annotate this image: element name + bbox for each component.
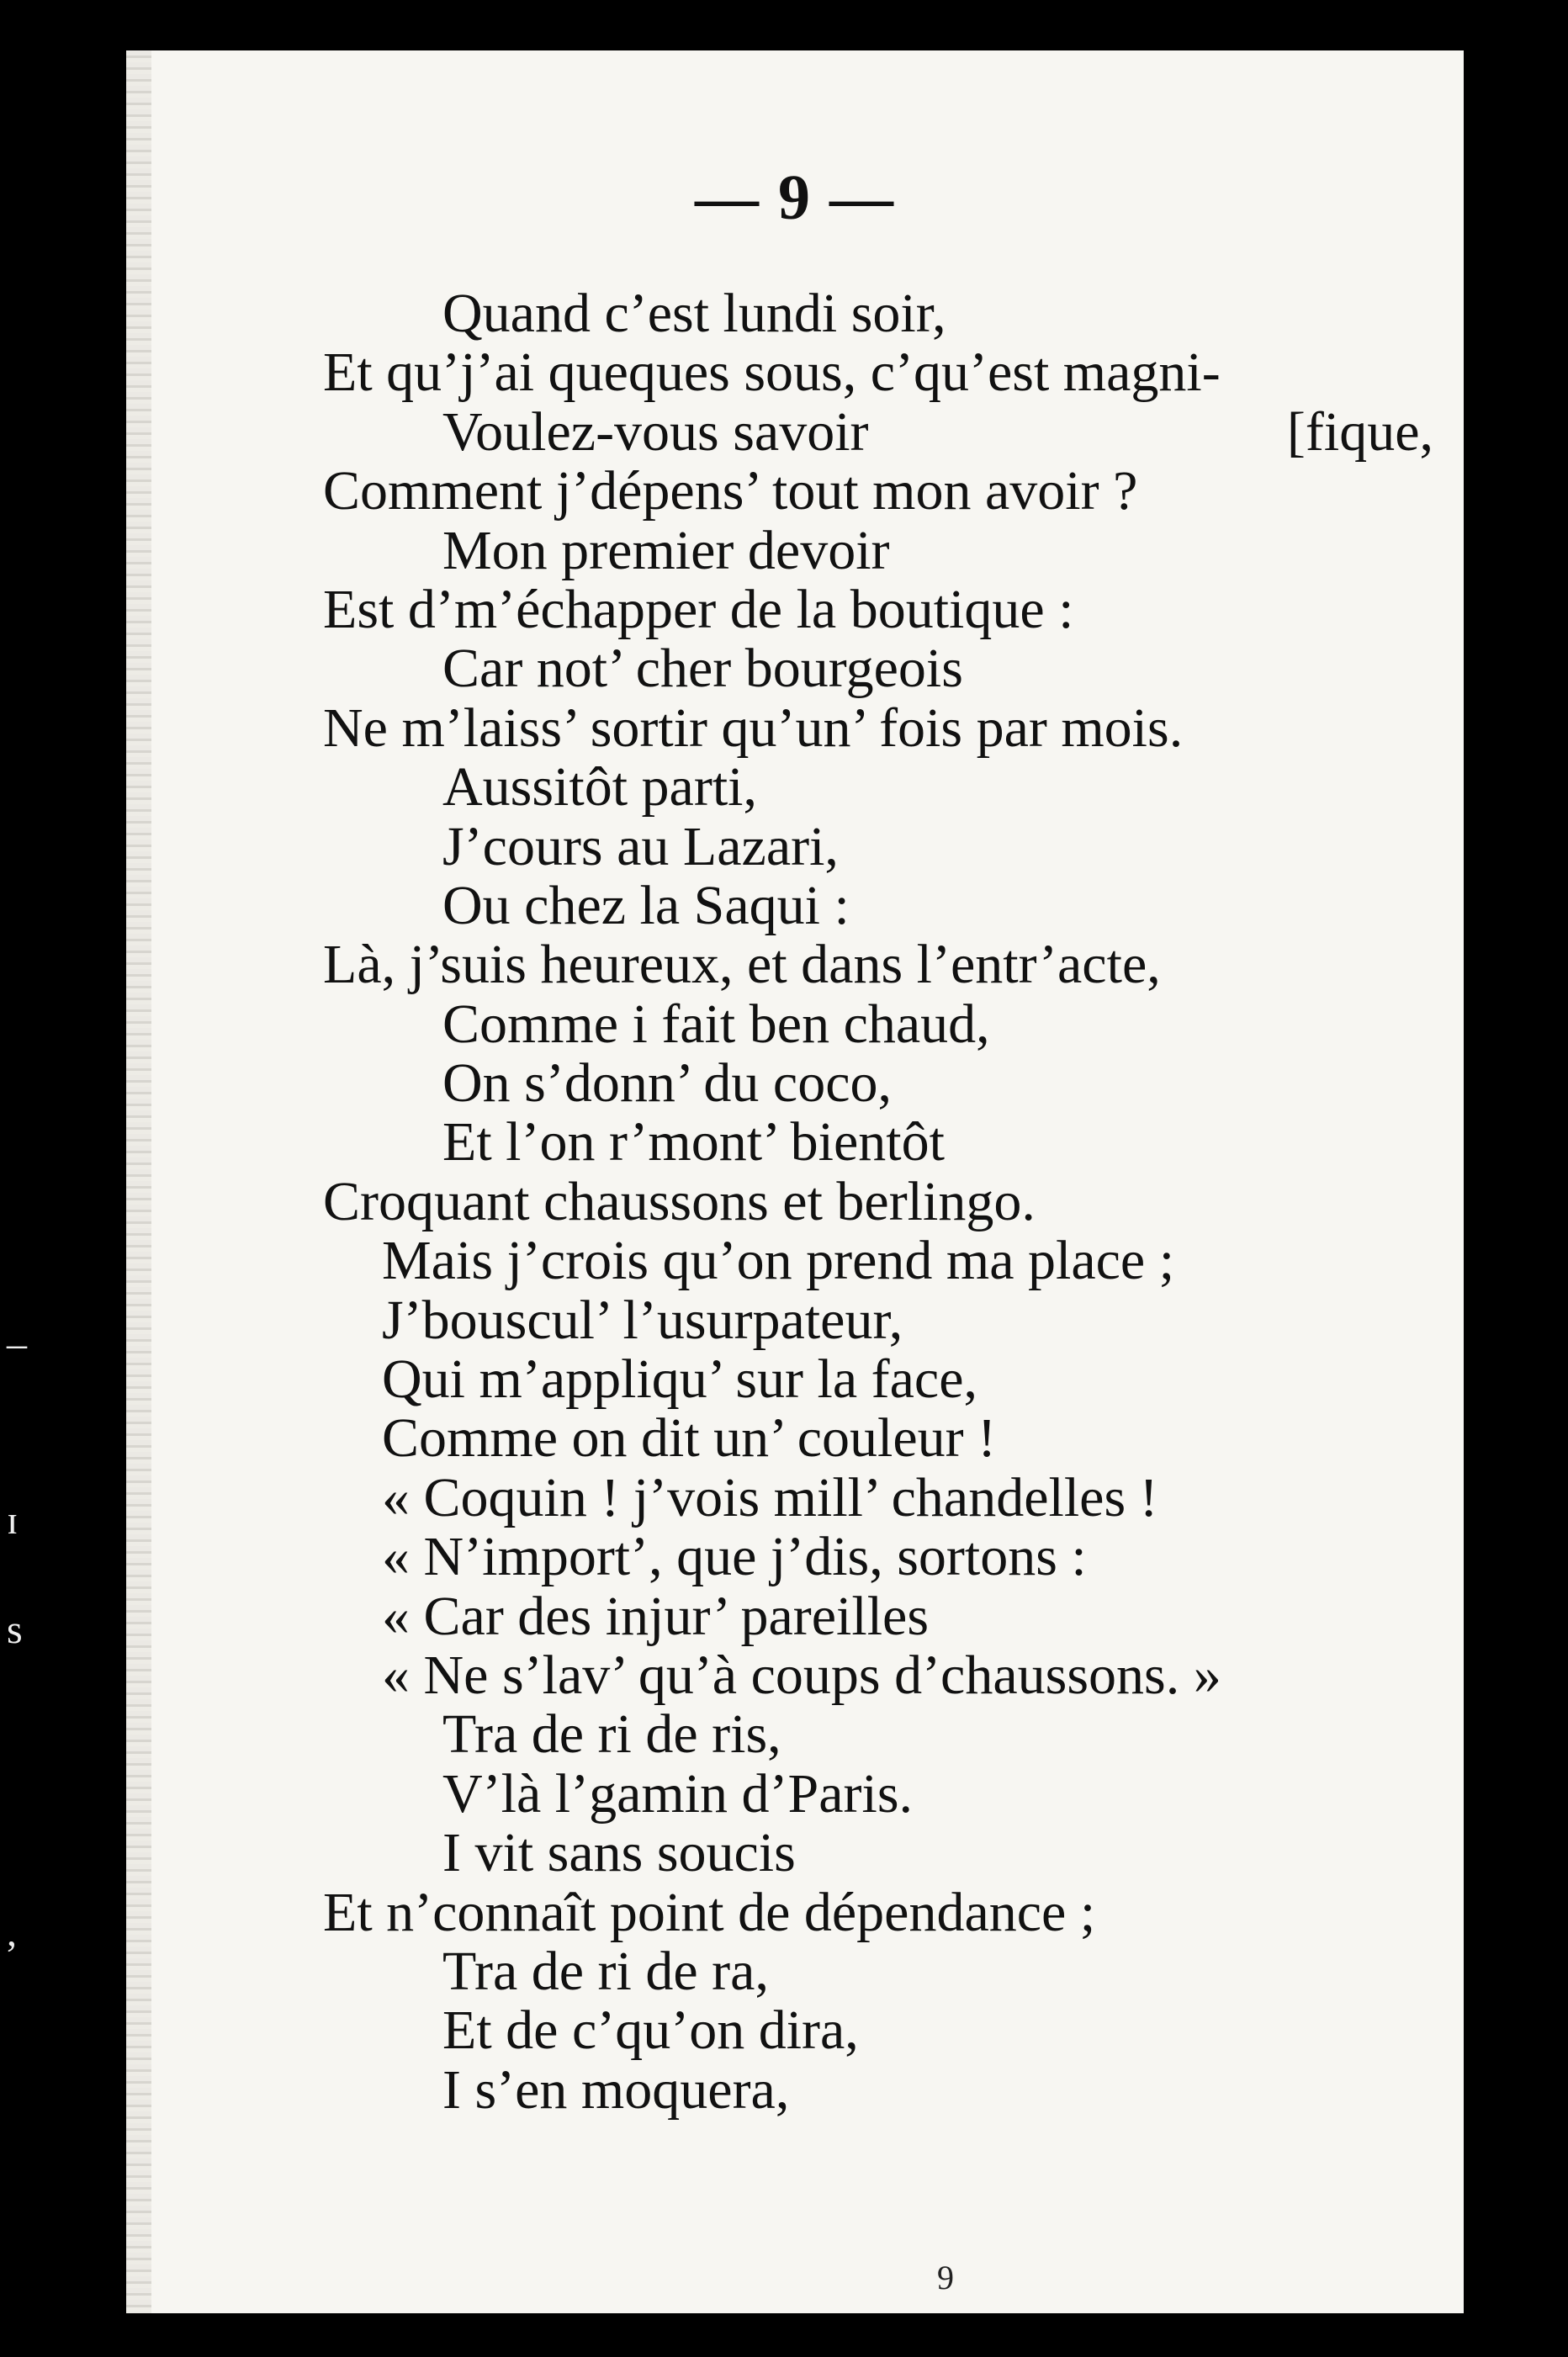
adjacent-page-fragment: , [7,1910,17,1955]
verse-line-text: « Ne s’lav’ qu’à coups d’chaussons. » [382,1644,1221,1706]
verse-line-text: Et n’connaît point de dépendance ; [323,1881,1096,1943]
verse-line [323,1409,1433,1468]
verse-line-text: Là, j’suis heureux, et dans l’entr’acte, [323,934,1161,996]
adjacent-page-edge [0,0,126,2357]
verse-line-text: Voulez-vous savoir [442,400,869,463]
adjacent-page-fragment: ɪ [7,1498,19,1543]
verse-line [323,1466,1433,1528]
verse-line [323,699,1433,758]
verse-line-text: Comment j’dépens’ tout mon avoir ? [323,460,1138,522]
verse-line-text: « N’import’, que j’dis, sortons : [382,1526,1087,1588]
verse-line [323,1942,1433,2001]
song-verse [323,284,1433,2120]
verse-line-text: I s’en moquera, [442,2058,790,2121]
verse-line-text: Et de c’qu’on dira, [442,1999,859,2062]
verse-line [323,519,1433,581]
verse-line [323,1646,1433,1705]
verse-line [323,2001,1433,2060]
verse-line [323,1883,1433,1942]
verse-line-text: Ne m’laiss’ sortir qu’un’ fois par mois. [323,697,1184,759]
verse-line [323,1587,1433,1646]
verse-line-text: Aussitôt parti, [442,756,757,818]
verse-line-text: Tra de ri de ra, [442,1940,769,2002]
verse-line-text: J’cours au Lazari, [442,815,839,877]
verse-line [323,639,1433,698]
footer-signature-mark: 9 [937,2259,954,2296]
verse-line-text: Et l’on r’mont’ bientôt [442,1111,945,1173]
verse-line-text: Car not’ cher bourgeois [442,638,963,700]
verse-line [323,1170,1433,1232]
verse-line [323,400,1433,463]
verse-line-text: Croquant chaussons et berlingo. [323,1170,1036,1232]
verse-line-text: V’là l’gamin d’Paris. [442,1762,914,1825]
adjacent-page-fragment: – [7,1322,27,1366]
verse-line-text: Comme on dit un’ couleur ! [382,1407,997,1470]
verse-line [323,343,1433,402]
verse-line [323,1291,1433,1350]
verse-line-text: Comme i fait ben chaud, [442,993,990,1055]
book-page [126,50,1464,2313]
page-binding-edge [126,50,151,2313]
verse-line [323,1054,1433,1113]
verse-line [323,995,1433,1054]
verse-line-text: Mon premier devoir [442,519,890,581]
verse-line [323,580,1433,639]
verse-line-text: Qui m’appliqu’ sur la face, [382,1348,978,1411]
verse-line [323,284,1433,343]
verse-line-text: Est d’m’échapper de la boutique : [323,578,1074,640]
adjacent-page-fragment: s [7,1608,23,1652]
page-number: — 9 — [695,162,895,233]
verse-line-text: Quand c’est lundi soir, [442,283,946,344]
verse-line [323,815,1433,877]
verse-line [323,1231,1433,1290]
verse-line-text: On s’donn’ du coco, [442,1052,892,1115]
verse-line [323,2058,1433,2121]
verse-line [323,462,1433,521]
verse-line [323,935,1433,994]
verse-line [323,1113,1433,1172]
verse-line [323,758,1433,817]
verse-line-text: Ou chez la Saqui : [442,874,850,936]
verse-line [323,1762,1433,1825]
verse-line-text: « Car des injur’ pareilles [382,1585,930,1647]
verse-line [323,1350,1433,1409]
verse-line-text: J’bouscul’ l’usurpateur, [382,1289,903,1351]
verse-line-text: Tra de ri de ris, [442,1703,781,1766]
verse-line-text: I vit sans soucis [442,1822,796,1884]
verse-line-text: « Coquin ! j’vois mill’ chandelles ! [382,1466,1158,1528]
verse-line [323,874,1433,936]
verse-line-text: Et qu’j’ai queques sous, c’qu’est magni- [323,342,1221,404]
verse-line [323,1824,1433,1883]
verse-line-text: Mais j’crois qu’on prend ma place ; [382,1230,1175,1292]
verse-line-carryover: [fique, [1286,400,1433,463]
verse-line [323,1705,1433,1764]
verse-line [323,1528,1433,1586]
